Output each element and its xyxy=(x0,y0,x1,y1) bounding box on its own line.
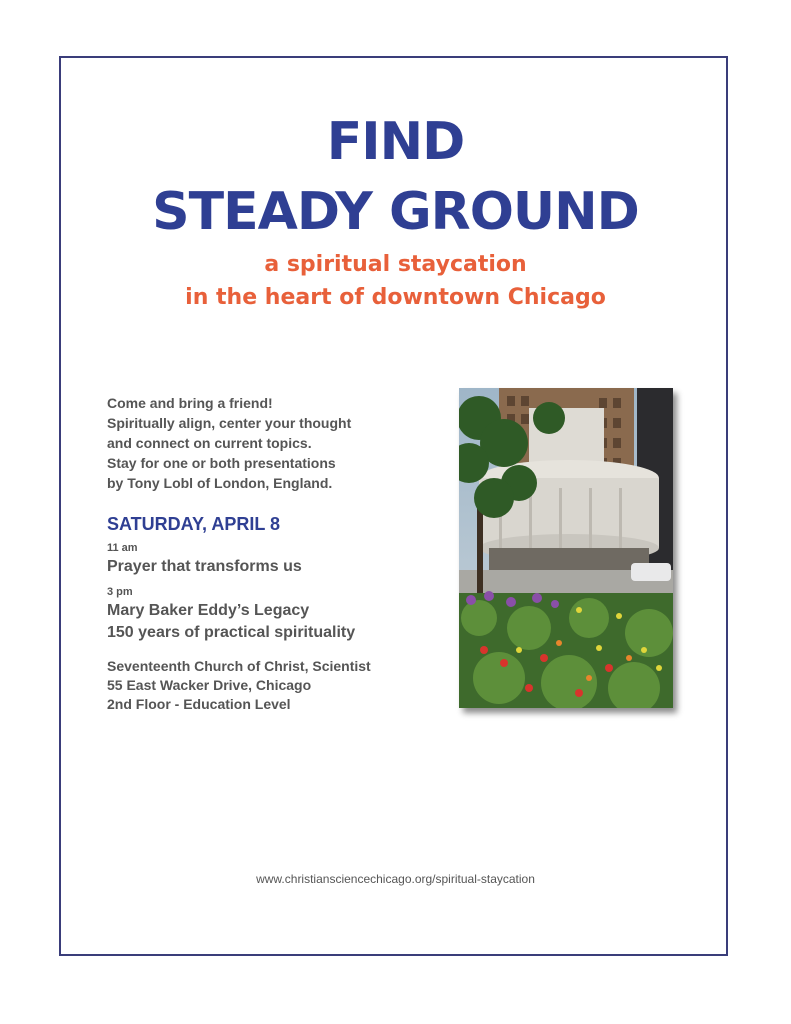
intro-text xyxy=(107,393,437,493)
headline-line-2: STEADY GROUND xyxy=(152,182,639,242)
intro-line: by Tony Lobl of London, England. xyxy=(107,475,333,491)
subheadline-line-2: in the heart of downtown Chicago xyxy=(185,285,606,310)
intro-line: and connect on current topics. xyxy=(107,435,312,451)
website-url[interactable]: www.christiansciencechicago.org/spiritual-staycation xyxy=(256,872,535,886)
church-photo-illustration xyxy=(459,388,673,708)
session-2-time: 3 pm xyxy=(107,586,133,598)
session-2-title-line: Mary Baker Eddy’s Legacy xyxy=(107,602,310,619)
event-date: SATURDAY, APRIL 8 xyxy=(107,514,281,534)
venue-address xyxy=(107,657,371,714)
session-1-time: 11 am xyxy=(107,542,138,554)
session-2-title-line: 150 years of practical spirituality xyxy=(107,624,356,641)
venue-line: 55 East Wacker Drive, Chicago xyxy=(107,677,312,693)
intro-line: Spiritually align, center your thought xyxy=(107,415,352,431)
venue-line: Seventeenth Church of Christ, Scientist xyxy=(107,658,371,674)
subheadline-line-1: a spiritual staycation xyxy=(264,252,527,277)
session-2-title xyxy=(107,600,355,644)
intro-line: Stay for one or both presentations xyxy=(107,455,336,471)
church-photo xyxy=(459,388,673,708)
session-1-title-line: Prayer that transforms us xyxy=(107,558,302,575)
intro-line: Come and bring a friend! xyxy=(107,395,273,411)
venue-line: 2nd Floor - Education Level xyxy=(107,696,291,712)
headline-line-1: FIND xyxy=(326,112,465,172)
session-1-title xyxy=(107,556,302,578)
